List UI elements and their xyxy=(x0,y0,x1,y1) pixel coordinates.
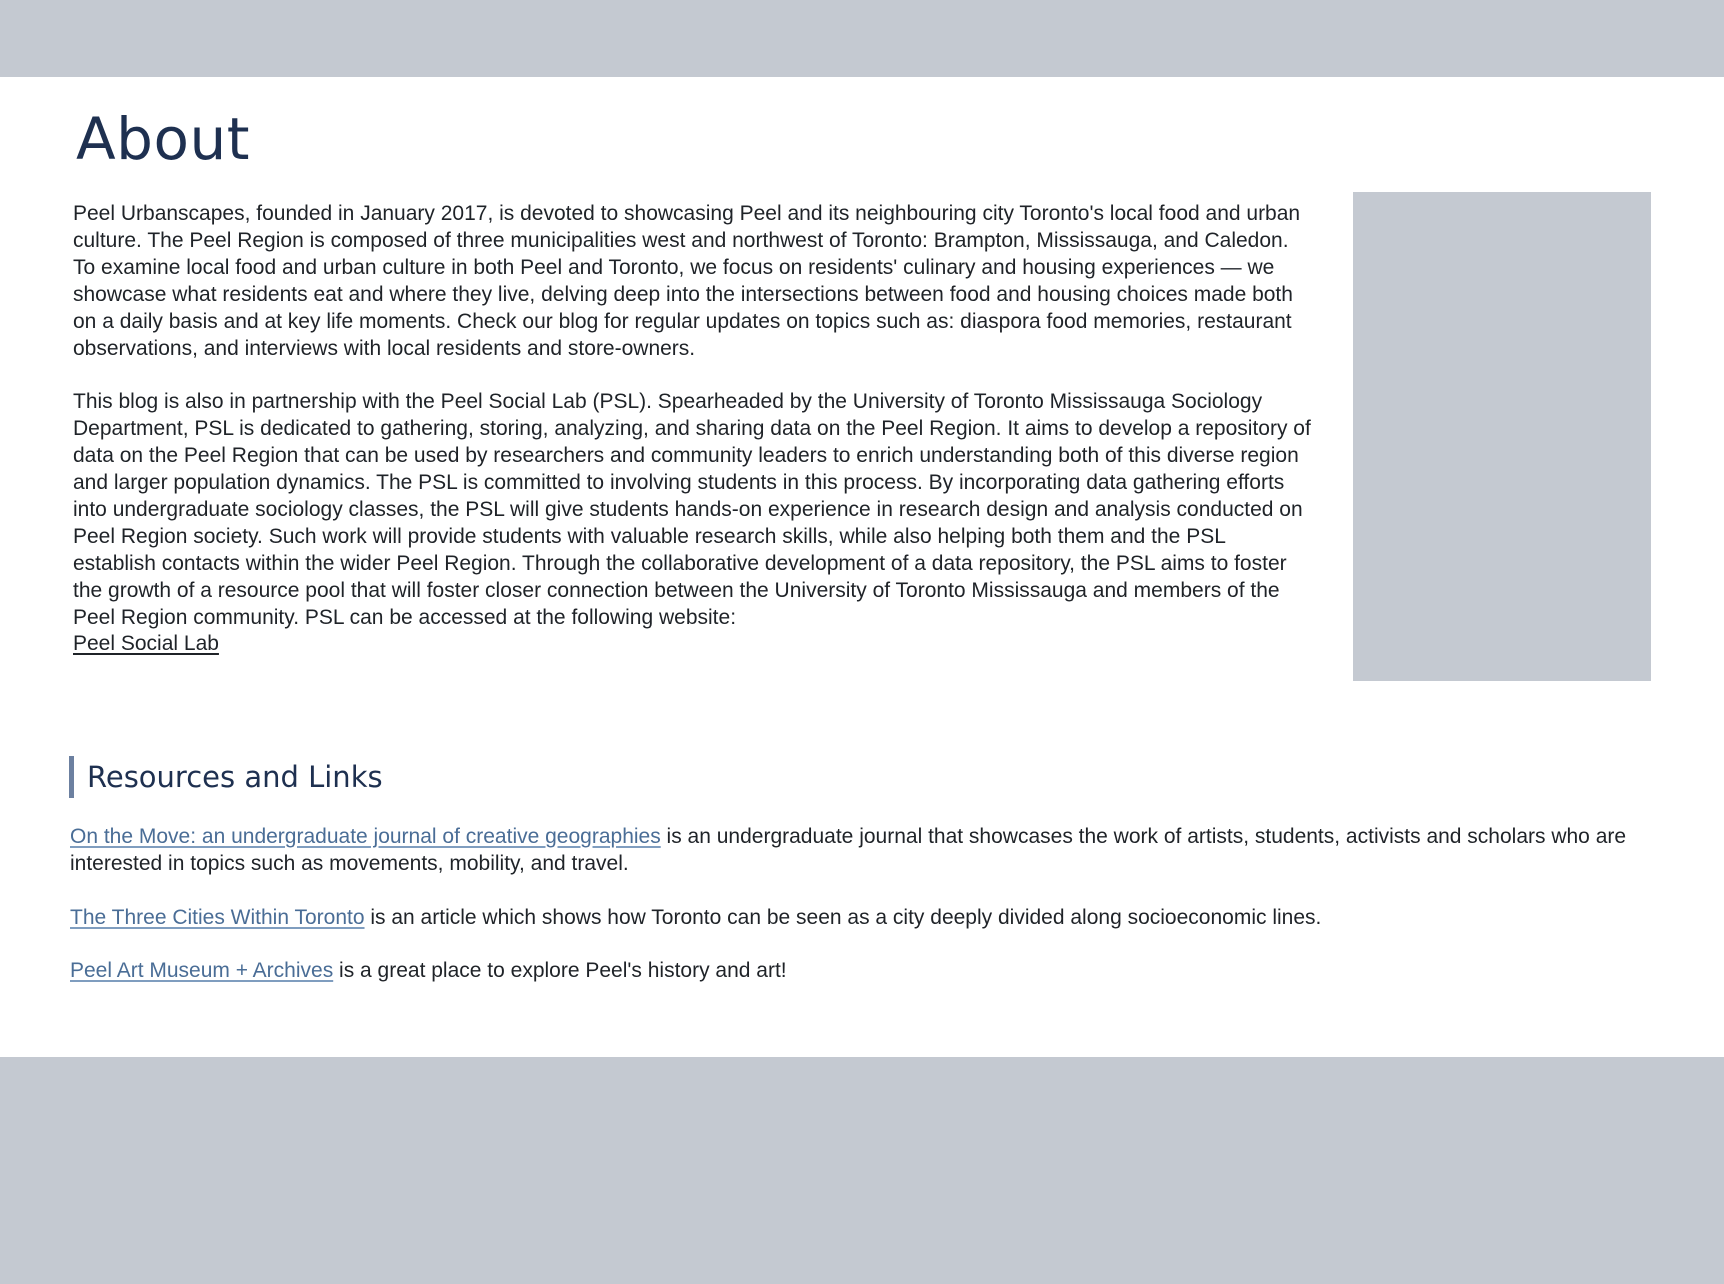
resource-item xyxy=(70,823,1680,877)
peel-social-lab-link[interactable]: Peel Social Lab xyxy=(73,632,219,656)
peel-art-museum-link[interactable]: Peel Art Museum + Archives xyxy=(70,959,334,982)
resources-list xyxy=(70,823,1680,1011)
resource-item xyxy=(70,957,1680,984)
page-title: About xyxy=(76,105,250,173)
resource-item xyxy=(70,904,1680,931)
on-the-move-journal-link[interactable]: On the Move: an undergraduate journal of creative geographies xyxy=(70,825,661,848)
resource-description: is an undergraduate journal that showcases the work of artists, students, activists and scholars who are interested in topics such as movements, mobility, and travel. xyxy=(70,825,1627,875)
about-section xyxy=(73,201,1313,658)
about-paragraph-2-text: This blog is also in partnership with the Peel Social Lab (PSL). Spearheaded by the University of Toronto Mississauga Sociology Department, PSL is dedicated to gathering, storing, analyzing, and sharing data on the Peel Region. It aims to develop a repository of data on the Peel Region that can be used by researchers and community leaders to enrich understanding both of this diverse region and larger population dynamics. The PSL is committed to involving students in this process. By incorporating data gathering efforts into undergraduate sociology classes, the PSL will give students hands-on experience in research design and analysis conducted on Peel Region society. Such work will provide students with valuable research skills, while also helping both them and the PSL establish contacts within the wider Peel Region. Through the collaborative development of a data repository, the PSL aims to foster the growth of a resource pool that will foster closer connection between the University of Toronto Mississauga and members of the Peel Region community. PSL can be accessed at the following website: xyxy=(73,390,1311,629)
resource-description: is a great place to explore Peel's history and art! xyxy=(333,959,787,982)
bottom-band xyxy=(0,1057,1724,1284)
resource-description: is an article which shows how Toronto can be seen as a city deeply divided along socioeconomic lines. xyxy=(364,905,1322,929)
top-band xyxy=(0,0,1724,77)
resources-heading: Resources and Links xyxy=(69,756,383,798)
about-paragraph-2 xyxy=(73,389,1313,658)
image-placeholder xyxy=(1353,192,1651,681)
about-paragraph-1: Peel Urbanscapes, founded in January 2017, is devoted to showcasing Peel and its neighbouring city Toronto's local food and urban culture. The Peel Region is composed of three municipalities west and northwest of Toronto: Brampton, Mississauga, and Caledon. To examine local food and urban culture in both Peel and Toronto, we focus on residents' culinary and housing experiences — we showcase what residents eat and where they live, delving deep into the intersections between food and housing choices made both on a daily basis and at key life moments. Check our blog for regular updates on topics such as: diaspora food memories, restaurant observations, and interviews with local residents and store-owners. xyxy=(73,202,1301,360)
three-cities-article-link[interactable]: The Three Cities Within Toronto xyxy=(70,905,365,929)
